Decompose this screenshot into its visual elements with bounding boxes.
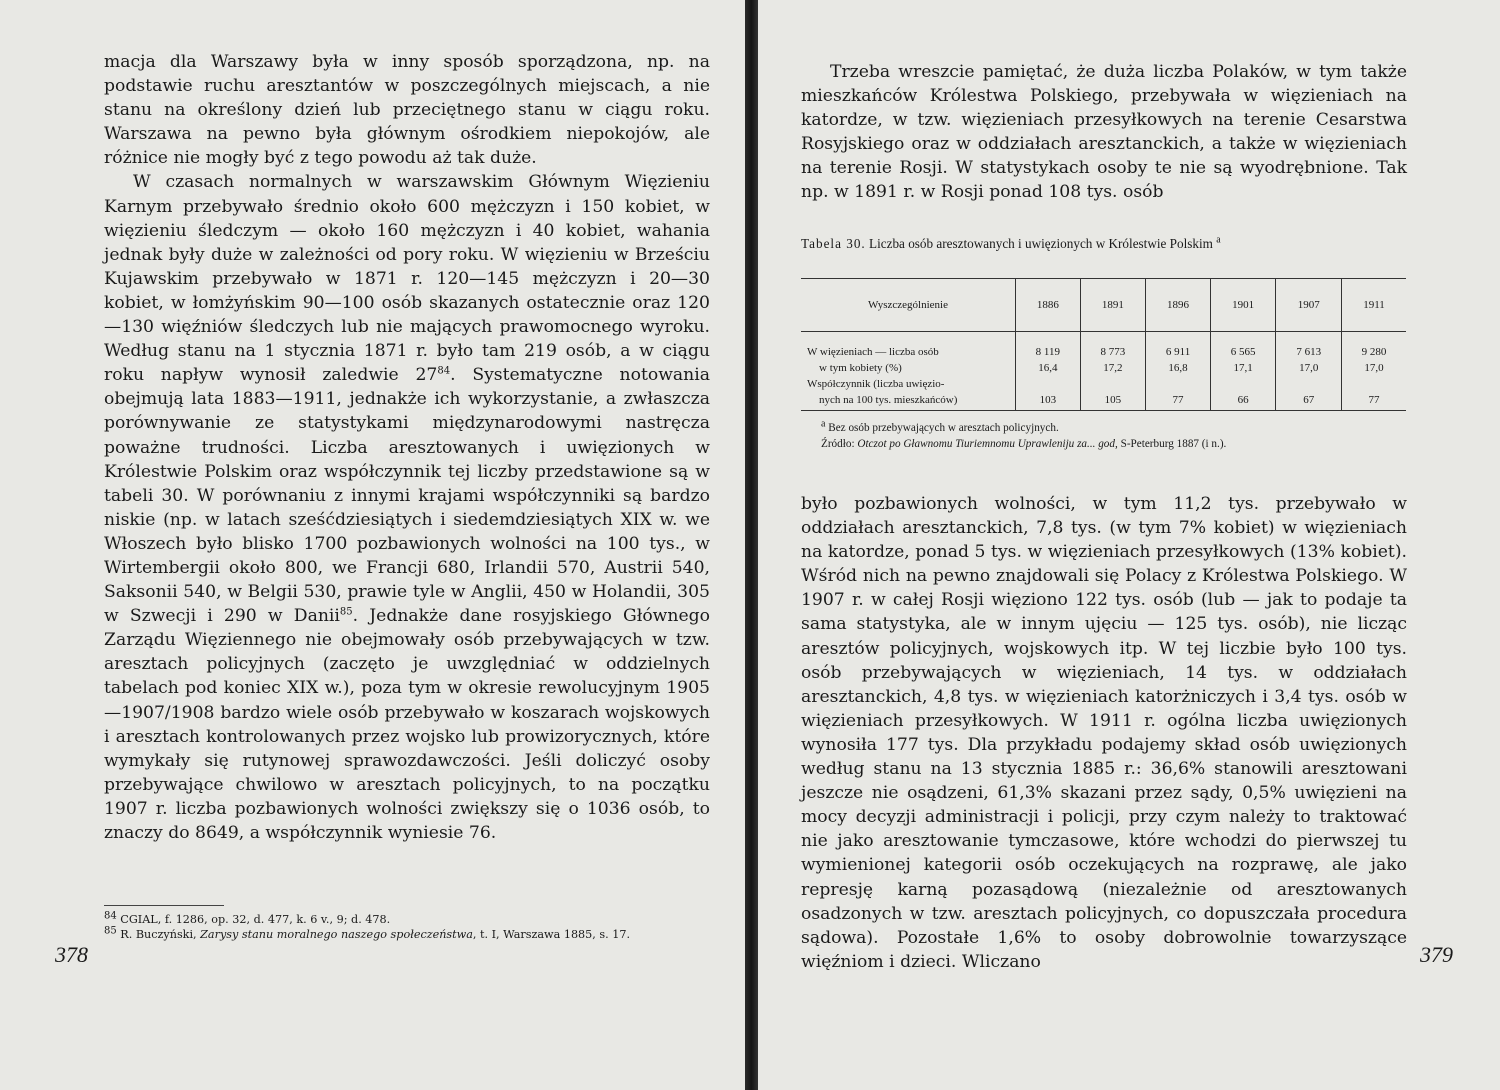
table-cell: 17,1 bbox=[1233, 362, 1253, 374]
table-row bbox=[801, 332, 1406, 411]
book-gutter bbox=[745, 0, 758, 1090]
table-cell: 105 bbox=[1104, 394, 1122, 406]
table-title-mark: a bbox=[1216, 234, 1221, 246]
table-cell: 6 565 bbox=[1230, 346, 1256, 358]
row-label: w tym kobiety (%) bbox=[819, 362, 902, 374]
right-page bbox=[758, 0, 1500, 1090]
column-header: 1896 bbox=[1146, 279, 1211, 332]
right-body-text-bottom bbox=[801, 492, 1407, 974]
year-cell-1907 bbox=[1276, 332, 1342, 411]
data-table bbox=[801, 278, 1406, 411]
table-note-a: $^a$ Bez osób przebywających w aresztach policyjnych. bbox=[821, 418, 1059, 434]
footnote-ref-84: 84 bbox=[437, 365, 451, 377]
table-cell: 8 773 bbox=[1100, 346, 1126, 358]
table-cell: 66 bbox=[1237, 394, 1249, 406]
table-title: Liczba osób aresztowanych i uwięzionych w Królestwie Polskim bbox=[869, 236, 1213, 251]
row-label: Współczynnik (liczba uwięzio- bbox=[807, 378, 945, 390]
table-header-row bbox=[801, 279, 1406, 332]
paragraph-3: Trzeba wreszcie pamiętać, że duża liczba Polaków, w tym także mieszkańców Królestwa Polskiego, przebywała w więzieniach na katordze, w tzw. więzieniach przesyłkowych na terenie Cesarstwa Rosyjskiego oraz w oddziałach aresztanckich, a także w więzieniach na terenie Rosji. W statystykach osoby te nie są wyodrębnione. Tak np. w 1891 r. w Rosji ponad 108 tys. osób bbox=[801, 62, 1407, 203]
left-page bbox=[0, 0, 745, 1090]
table-cell: 16,8 bbox=[1168, 362, 1188, 374]
table-label: Tabela 30. bbox=[801, 236, 866, 251]
column-header: 1891 bbox=[1080, 279, 1146, 332]
table-cell: 17,0 bbox=[1299, 362, 1319, 374]
table-caption bbox=[801, 236, 1421, 252]
table-cell: 67 bbox=[1303, 394, 1315, 406]
table-cell: 77 bbox=[1368, 394, 1380, 406]
year-cell-1886 bbox=[1016, 332, 1081, 411]
column-header: 1911 bbox=[1342, 279, 1406, 332]
year-cell-1911 bbox=[1342, 332, 1406, 411]
year-cell-1901 bbox=[1210, 332, 1276, 411]
table-cell: 6 911 bbox=[1165, 346, 1191, 358]
footnote-85: $^{85}$ R. Buczyński, Zarysy stanu moralnego naszego społeczeństwa, t. I, Warszawa 1885, s. 17. bbox=[104, 925, 631, 941]
row-label: W więzieniach — liczba osób bbox=[807, 346, 939, 358]
table-cell: 103 bbox=[1039, 394, 1057, 406]
table-cell: 16,4 bbox=[1038, 362, 1058, 374]
table-cell: 77 bbox=[1172, 394, 1184, 406]
paragraph-4: było pozbawionych wolności, w tym 11,2 tys. przebywało w oddziałach aresztanckich, 7,8 tys. (w tym 7% kobiet) w więzieniach na katordze, ponad 5 tys. w więzieniach przesyłkowych (13% kobiet). Wśród nich na pewno znajdowali się Polacy z Królestwa Polskiego. W 1907 r. w całej Rosji więziono 122 tys. osób (lub — jak to podaje ta sama statystyka, ale w innym ujęciu — 125 tys. osób), nie licząc aresztów policyjnych, wojskowych itp. W tej liczbie było 100 tys. osób przebywających w więzieniach, 14 tys. w oddziałach aresztanckich, 4,8 tys. w więzieniach katorżniczych i 3,4 tys. osób w więzieniach przesyłkowych. W 1911 r. ogólna liczba uwięzionych wynosiła 177 tys. Dla przykładu podajemy skład osób uwięzionych według stanu na 13 stycznia 1885 r.: 36,6% stanowili aresztowani jeszcze nie osądzeni, 61,3% skazani przez sądy, 0,5% uwięzieni na mocy decyzji administracji i policji, przy czym należy to traktować nie jako aresztowanie tymczasowe, które wchodzi do pierwszej tu wymienionej kategorii osób oczekujących na rozprawę, ale jako represję karną pozasądową (niezależnie od aresztowanych osadzonych w tzw. aresztach policyjnych, co dopuszczała procedura sądowa). Pozostałe 1,6% to osoby dobrowolnie towarzyszące więźniom i dzieci. Wliczano bbox=[801, 494, 1407, 972]
table-cell: 17,0 bbox=[1364, 362, 1384, 374]
row-label: nych na 100 tys. mieszkańców) bbox=[819, 394, 958, 406]
column-header: 1901 bbox=[1210, 279, 1276, 332]
column-header: 1907 bbox=[1276, 279, 1342, 332]
table-cell: 9 280 bbox=[1361, 346, 1387, 358]
page-number-right: 379 bbox=[1420, 942, 1453, 967]
year-cell-1896 bbox=[1146, 332, 1211, 411]
table-cell: 8 119 bbox=[1035, 346, 1060, 358]
footnote-divider bbox=[104, 905, 224, 906]
row-labels-cell bbox=[801, 332, 1016, 411]
table-source: Źródło: Otczot po Gławnomu Tiuriemnomu Uprawleniju za... god, S-Peterburg 1887 (i n.). bbox=[821, 438, 1227, 450]
column-header: Wyszczególnienie bbox=[801, 279, 1016, 332]
paragraph-1: macja dla Warszawy była w inny sposób sporządzona, np. na podstawie ruchu aresztantów w poszczególnych miejscach, a nie stanu na określony dzień lub przeciętnego stanu w ciągu roku. Warszawa na pewno była głównym ośrodkiem niepokojów, ale różnice nie mogły być z tego powodu aż tak duże. bbox=[104, 52, 710, 169]
left-body-text bbox=[104, 50, 710, 845]
footnote-84: $^{84}$ CGIAL, f. 1286, op. 32, d. 477, k. 6 v., 9; d. 478. bbox=[104, 910, 391, 926]
table-cell: 17,2 bbox=[1103, 362, 1123, 374]
table-notes bbox=[821, 420, 1421, 452]
table-cell: 7 613 bbox=[1296, 346, 1322, 358]
column-header: 1886 bbox=[1016, 279, 1081, 332]
year-cell-1891 bbox=[1080, 332, 1146, 411]
footnote-ref-85: 85 bbox=[339, 606, 353, 618]
right-body-text-top bbox=[801, 60, 1407, 205]
footnotes bbox=[104, 912, 710, 942]
paragraph-2: W czasach normalnych w warszawskim Głównym Więzieniu Karnym przebywało średnio około 600 mężczyzn i 150 kobiet, w więzieniu śledczym — około 160 mężczyzn i 40 kobiet, wahania jednak były duże w zależności od pory roku. W więzieniu w Brześciu Kujawskim przebywało w 1871 r. 120—145 mężczyzn i 20—30 kobiet, w łomżyńskim 90—100 osób skazanych ostatecznie oraz 120—130 więźniów śledczych lub nie mających prawomocnego wyroku. Według stanu na 1 stycznia 1871 r. było tam 219 osób, a w ciągu roku napływ wynosił zaledwie $27^{84}$. Systematyczne notowania obejmują lata 1883—1911, jednakże ich wykorzystanie, a zwłaszcza porównywanie ze statystykami międzynarodowymi nastręcza poważne trudności. Liczba aresztowanych i uwięzionych w Królestwie Polskim oraz współczynnik tej liczby przedstawione są w tabeli 30. W porównaniu z innymi krajami współczynniki są bardzo niskie (np. w latach sześćdziesiątych i siedemdziesiątych XIX w. we Włoszech było blisko 1700 pozbawionych wolności na 100 tys., w Wirtembergii około 800, we Francji 680, Irlandii 570, Austrii 540, Saksonii 540, w Belgii 530, prawie tyle w Anglii, 450 w Holandii, 305 w Szwecji i 290 w Danii$^{85}$. Jednakże dane rosyjskiego Głównego Zarządu Więziennego nie obejmowały osób przebywających w tzw. aresztach policyjnych (zaczęto je uwzględniać w oddzielnych tabelach pod koniec XIX w.), poza tym w okresie rewolucyjnym 1905—1907/1908 bardzo wiele osób przebywało w koszarach wojskowych i aresztach kontrolowanych przez wojsko lub prowizorycznych, które wymykały się rutynowej sprawozdawczości. Jeśli doliczyć osoby przebywające chwilowo w aresztach policyjnych, to na początku 1907 r. liczba pozbawionych wolności zwiększy się o 1036 osób, to znaczy do 8649, a współczynnik wyniesie 76. bbox=[104, 172, 710, 843]
page-number-left: 378 bbox=[55, 942, 88, 967]
